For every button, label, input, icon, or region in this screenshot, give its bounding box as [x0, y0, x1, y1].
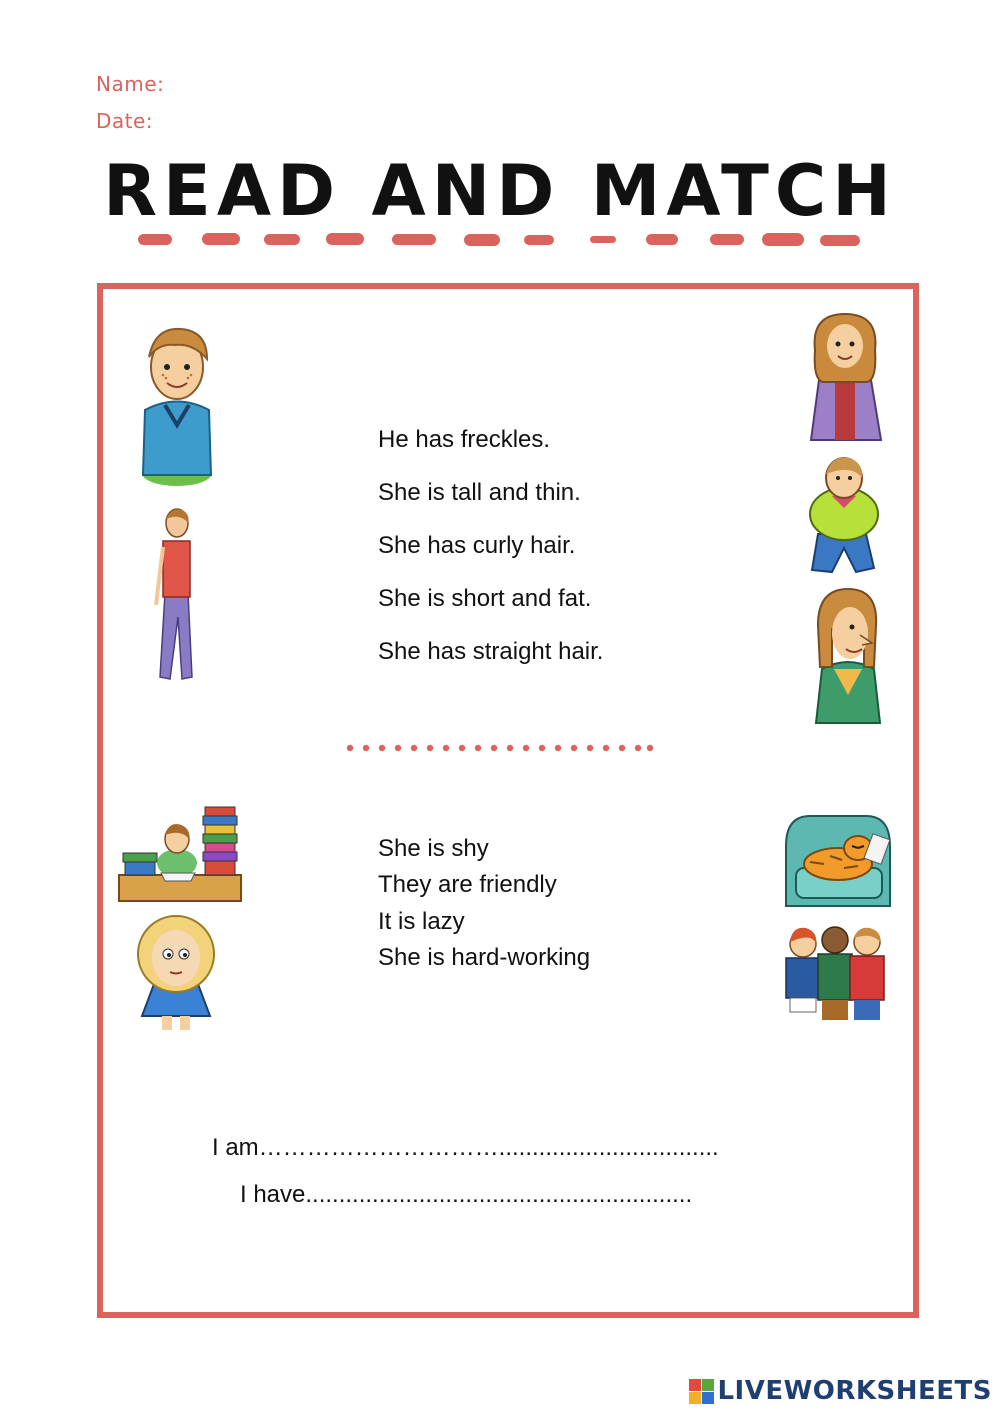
studying-girl-picture	[115, 803, 245, 906]
sentence-list-personality	[378, 835, 590, 980]
sentence-item: They are friendly	[378, 871, 557, 899]
sentence-item: She is hard-working	[378, 943, 591, 971]
name-label: Name:	[96, 72, 165, 96]
dotted-separator	[345, 740, 655, 756]
worksheet-title: READ AND MATCH	[103, 150, 897, 232]
date-label: Date:	[96, 109, 154, 133]
sentence-item: She is shy	[378, 835, 489, 862]
short-fat-girl-picture	[798, 452, 890, 577]
i-am-answer-line[interactable]: I am………………………….................................	[212, 1134, 719, 1161]
tall-thin-girl-picture	[150, 505, 205, 687]
sentence-item: She has straight hair.	[378, 638, 604, 665]
logo-text: LIVEWORKSHEETS	[717, 1376, 992, 1406]
shy-girl-picture	[132, 912, 220, 1037]
sentence-item: He has freckles.	[378, 426, 551, 453]
freckled-boy-picture	[135, 325, 220, 487]
sentence-item: She is tall and thin.	[378, 479, 581, 506]
sentence-list-appearance	[378, 426, 603, 691]
liveworksheets-mark-icon	[689, 1379, 714, 1404]
decorative-dash-divider	[130, 228, 870, 258]
lazy-cat-picture	[780, 806, 895, 912]
curly-hair-girl-picture	[805, 310, 885, 445]
liveworksheets-logo	[689, 1376, 992, 1406]
friendly-children-picture	[778, 918, 893, 1025]
i-have-answer-line[interactable]: I have..........................................................	[240, 1181, 693, 1208]
straight-hair-woman-picture	[808, 585, 888, 725]
sentence-item: She has curly hair.	[378, 532, 576, 559]
sentence-item: It is lazy	[378, 907, 465, 935]
sentence-item: She is short and fat.	[378, 585, 592, 612]
